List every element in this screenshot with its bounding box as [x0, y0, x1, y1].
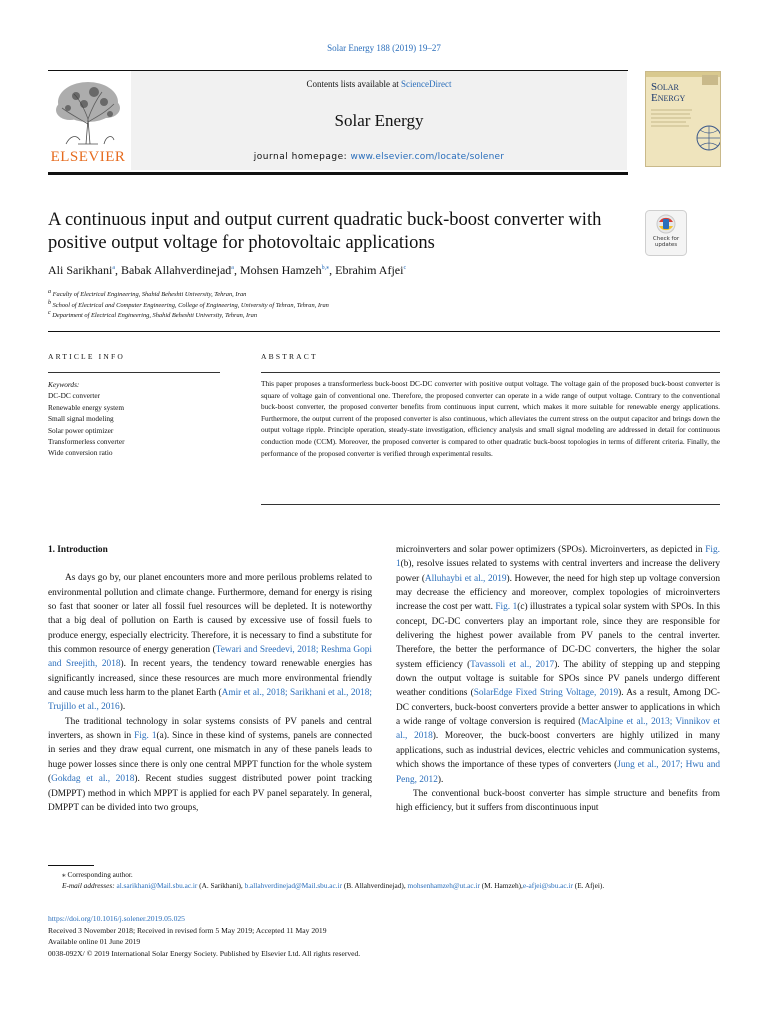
- right-paragraphs: [396, 543, 720, 816]
- keyword: Transformerless converter: [48, 437, 125, 447]
- body-column-right: [396, 543, 720, 816]
- affiliation-mark: b: [48, 299, 51, 306]
- email-link[interactable]: b.allahverdinejad@Mail.sbu.ac.ir: [244, 881, 343, 891]
- email-link[interactable]: e-afjei@sbu.ac.ir: [522, 881, 573, 891]
- affiliation-text: Department of Electrical Engineering, Shahid Beheshti University, Tehran, Iran: [50, 312, 258, 319]
- email-label: E-mail addresses:: [62, 881, 117, 891]
- masthead-top-rule: [48, 70, 628, 71]
- contents-line: [131, 79, 627, 89]
- homepage-link[interactable]: www.elsevier.com/locate/solener: [350, 152, 505, 162]
- affiliation-mark: a: [48, 288, 51, 295]
- author-separator: ,: [115, 263, 121, 277]
- citation-link[interactable]: Amir et al., 2018; Sarikhani et al., 2018; Trujillo et al., 2016: [48, 688, 372, 713]
- article-info-rule: [48, 372, 220, 373]
- affiliation-list: [48, 290, 329, 322]
- cover-title-line-1: Solar: [651, 81, 679, 93]
- email-owner: (A. Sarikhani),: [197, 881, 245, 891]
- keyword: Solar power optimizer: [48, 425, 114, 435]
- left-paragraphs: [48, 571, 372, 815]
- keyword: Small signal modeling: [48, 414, 114, 424]
- article-info-heading: ARTICLE INFO: [48, 352, 125, 361]
- paragraph-text: (c) illustrates a typical solar system with SPOs. In this concept, DC-DC converters play an important role, since they are responsible for delivering the highest power available from PV panels to the central inverter. Therefore, the better the performance of DC-DC converters, the higher the solar system efficiency (: [396, 602, 721, 670]
- paragraph-text: ). Moreover, the buck-boost converters are highly utilized in many applications, such as industrial devices, electric vehicles and communication systems, which shows the importance of these types of converters (: [396, 731, 720, 771]
- keyword: DC-DC converter: [48, 391, 101, 401]
- affiliation-text: School of Electrical and Computer Engineering, College of Engineering, University of Tehran, Tehran, Iran: [51, 301, 329, 309]
- paragraph-text: ). In recent years, the tendency toward renewable energies has significantly increased, since these resources are much more environmental friendly and cause much less harm to the planet Earth (: [48, 659, 372, 699]
- paragraph-text: ). Recent studies suggest distributed power point tracking (DMPPT) method in which MPPT is applied for each PV panel separately. In general, DMPPT can be divided into two groups,: [48, 774, 372, 813]
- received-dates: Received 3 November 2018; Received in revised form 5 May 2019; Accepted 11 May 2019: [48, 925, 327, 935]
- keywords-block: [48, 379, 125, 459]
- body-paragraph: [396, 787, 720, 816]
- citation-link[interactable]: Jung et al., 2017; Hwu and Peng, 2012: [396, 760, 720, 785]
- citation-link[interactable]: Fig. 1: [495, 602, 518, 613]
- affiliation: [48, 290, 329, 301]
- homepage-line: [131, 152, 627, 162]
- citation-link[interactable]: Fig. 1: [134, 731, 157, 742]
- body-column-left: [48, 543, 372, 815]
- paragraph-text: ).: [119, 702, 126, 713]
- contents-prefix: Contents lists available at: [306, 79, 401, 89]
- doi-link[interactable]: https://doi.org/10.1016/j.solener.2019.05.025: [48, 914, 185, 923]
- paragraph-text: (b), resolve issues related to systems with central inverters and increase the delivery power (: [396, 559, 720, 584]
- check-for-updates-icon[interactable]: [645, 210, 687, 256]
- cover-title: [651, 82, 685, 104]
- citation-link[interactable]: Gokdag et al., 2018: [51, 774, 135, 785]
- journal-reference-link[interactable]: Solar Energy 188 (2019) 19–27: [327, 43, 441, 53]
- email-owner: (M. Hamzeh),: [479, 881, 523, 891]
- author-separator: ,: [233, 263, 240, 277]
- paragraph-text: microinverters and solar power optimizers (SPOs). Microinverters, as depicted in: [396, 545, 706, 555]
- keywords-label: Keywords:: [48, 380, 80, 389]
- body-paragraph: [396, 543, 720, 787]
- email-owner: (B. Allahverdinejad),: [342, 881, 408, 891]
- abstract-heading: ABSTRACT: [261, 352, 318, 361]
- author-affiliation-mark[interactable]: b,⁎: [321, 265, 330, 271]
- affiliation-mark: c: [48, 309, 51, 316]
- publication-meta: [48, 913, 360, 959]
- online-date: Available online 01 June 2019: [48, 937, 141, 947]
- corresponding-author-note: ⁎ Corresponding author.: [62, 870, 133, 879]
- copyright-line: 0038-092X/ © 2019 International Solar Energy Society. Published by Elsevier Ltd. All rights reserved.: [48, 948, 361, 958]
- citation-link[interactable]: Fig. 1: [396, 545, 720, 570]
- paragraph-text: The traditional technology in solar systems consists of PV panels and central inverters, as shown in: [48, 716, 372, 742]
- citation-link[interactable]: Tewari and Sreedevi, 2018; Reshma Gopi and Sreejith, 2018: [48, 645, 372, 670]
- citation-link[interactable]: Tavassoli et al., 2017: [470, 659, 555, 670]
- author-affiliation-mark[interactable]: c: [403, 265, 407, 271]
- body-paragraph: [48, 571, 372, 714]
- footnote-rule: [48, 865, 94, 866]
- author-affiliation-mark[interactable]: a: [112, 265, 115, 271]
- author-separator: ,: [329, 263, 336, 277]
- author-name: Ebrahim Afjei: [335, 263, 404, 277]
- email-link[interactable]: mohsenhamzeh@ut.ac.ir: [407, 881, 480, 891]
- paragraph-text: (a). Since in these kind of systems, panels are connected in series and they draw equal current, one mismatch in any of these panels leads to huge power losses since there is only one central MPPT function for the whole system (: [48, 731, 373, 785]
- masthead-bottom-rule: [48, 172, 628, 175]
- journal-name: Solar Energy: [334, 111, 424, 130]
- author-name: Ali Sarikhani: [48, 263, 113, 277]
- section-heading: 1. Introduction: [48, 545, 108, 555]
- keyword: Wide conversion ratio: [48, 448, 113, 458]
- cover-title-line-2: Energy: [651, 92, 686, 104]
- abstract-bottom-rule: [261, 504, 720, 505]
- email-owner: (E. Afjei).: [572, 881, 605, 891]
- author-name: Mohsen Hamzeh: [239, 263, 322, 277]
- paragraph-text: The conventional buck-boost converter has simple structure and benefits from high efficiency, but it suffers from discontinuous input: [396, 788, 720, 814]
- paragraph-text: ). The ability of stepping up and stepping down the output voltage is suitable for SPOs since PV panels undergo different weather conditions (: [396, 659, 720, 699]
- paragraph-text: ). However, the need for high step up voltage conversion may decrease the efficiency and moreover, complex topologies of microinverters increase the cost per watt.: [396, 573, 720, 613]
- keyword-list: [48, 390, 125, 458]
- body-paragraph: [48, 715, 372, 815]
- affiliation: [48, 311, 329, 322]
- header-divider: [48, 331, 720, 332]
- citation-link[interactable]: SolarEdge Fixed String Voltage, 2019: [473, 688, 619, 699]
- sciencedirect-link[interactable]: ScienceDirect: [401, 79, 452, 89]
- journal-cover-thumbnail[interactable]: [645, 71, 721, 167]
- email-addresses: [48, 880, 720, 891]
- check-for-updates-label: Check for updates: [652, 236, 680, 248]
- abstract-text: This paper proposes a transformerless buck-boost DC-DC converter with positive output voltage. The voltage gain of the proposed buck-boost converter is square of voltage gain of conventional one. Therefore, the proposed converter can operate in a wide range of output voltage. Contrary to the conventional buck-boost converter, the proposed converter benefits from continuous input current, which makes it more suitable for renewable energy applications. Furthermore, the output current of the proposed converter is also continuous, which alleviates the current stress on the output capacitor and brings down the output voltage ripple. Principle operation, steady-state investigation, efficiency analysis and small signal modeling are addressed in detail for continuous conduction mode (CCM). Moreover, the proposed converter is compared to other quadratic buck-boost topologies in terms of different criteria. Finally, the performance of the proposed converter is verified through experimental results.: [261, 379, 720, 458]
- keyword: Renewable energy system: [48, 402, 125, 412]
- affiliation: [48, 301, 329, 312]
- affiliation-text: Faculty of Electrical Engineering, Shahid Beheshti University, Tehran, Iran: [51, 291, 247, 298]
- author-affiliation-mark[interactable]: a: [231, 265, 234, 271]
- citation-link[interactable]: MacAlpine et al., 2013; Vinnikov et al., 2018: [396, 717, 720, 742]
- author-name: Babak Allahverdinejad: [121, 263, 232, 277]
- article-title: A continuous input and output current quadratic buck-boost converter with positive output voltage for photovoltaic applications: [48, 210, 602, 253]
- homepage-label: journal homepage:: [253, 152, 351, 162]
- paragraph-text: As days go by, our planet encounters more and more perilous problems related to environmental pollution and climate change. Furthermore, demand for energy is rising so fast that sooner or later all fossil fuel resources will be depleted. It is noteworthy that a big deal of pollution on Earth is caused by excessive use of fossil fuels to produce energy, especially electricity. Therefore, it is necessary to find a substitute for this common resource of energy generation (: [48, 573, 372, 656]
- footnotes: [48, 869, 720, 892]
- paragraph-text: ). As a result, Among DC-DC converters, buck-boost converters provide a better answer to applications in which a wide range of voltage conversion is required (: [396, 688, 720, 728]
- citation-link[interactable]: Alluhaybi et al., 2019: [424, 573, 507, 584]
- abstract-rule: [261, 372, 720, 373]
- elsevier-wordmark: ELSEVIER: [50, 149, 126, 165]
- email-link[interactable]: al.sarikhani@Mail.sbu.ac.ir: [116, 881, 198, 891]
- author-list: [48, 263, 406, 278]
- paragraph-text: ).: [437, 774, 444, 785]
